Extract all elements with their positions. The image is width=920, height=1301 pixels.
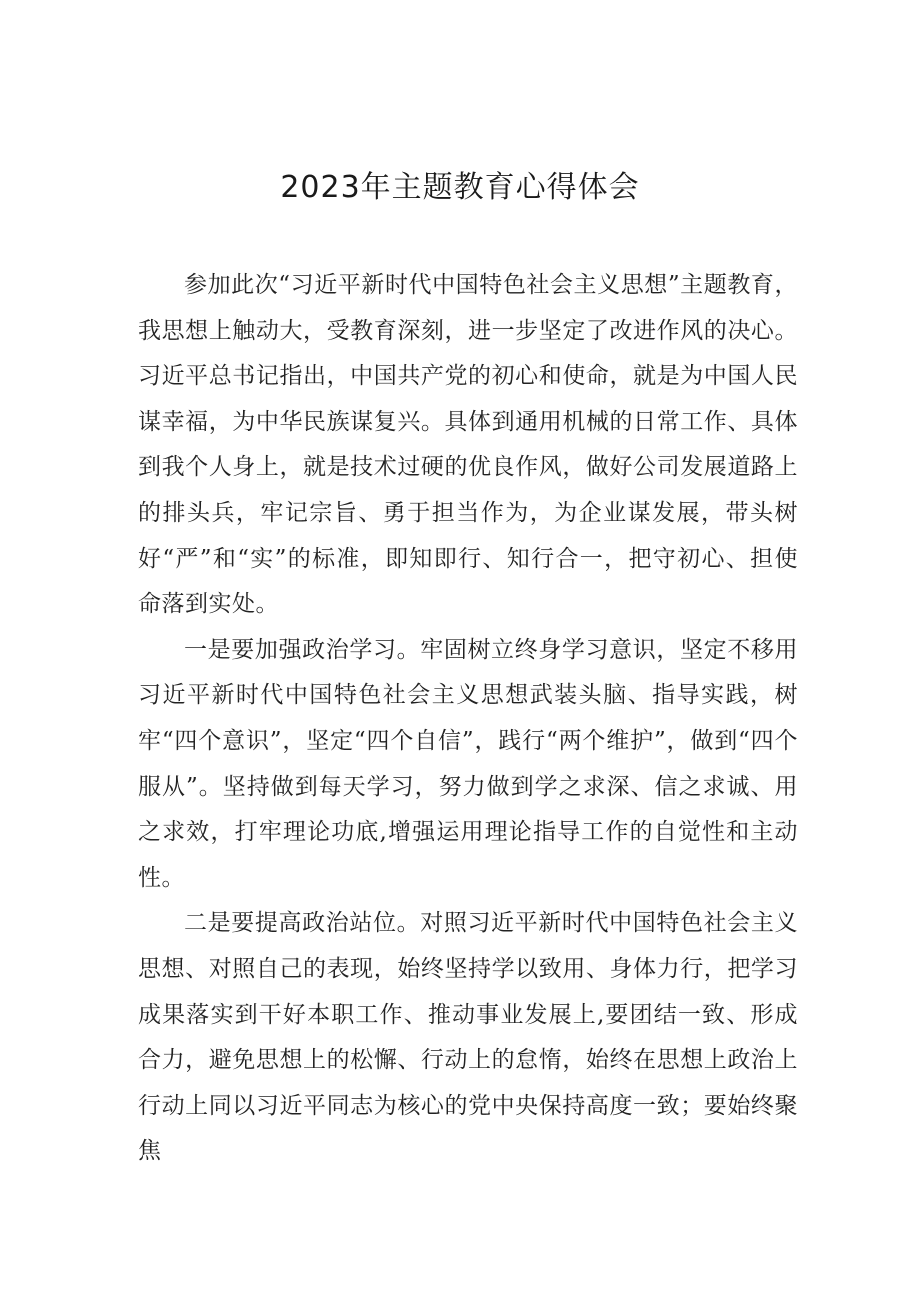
paragraph-political-stance: 二是要提高政治站位。对照习近平新时代中国特色社会主义思想、对照自己的表现，始终坚持学以致用、身体力行，把学习成果落实到干好本职工作、推动事业发展上,要团结一致、形成合力，避免思想上的松懈、行动上的怠惰，始终在思想上政治上行动上同以习近平同志为核心的党中央保持高度一致；要始终聚焦 [138,910,798,1165]
document-title: 2023年主题教育心得体会 [280,170,640,205]
document-body [138,263,798,1175]
paragraph-intro: 参加此次“习近平新时代中国特色社会主义思想”主题教育，我思想上触动大，受教育深刻，进一步坚定了改进作风的决心。习近平总书记指出，中国共产党的初心和使命，就是为中国人民谋幸福，为中华民族谋复兴。具体到通用机械的日常工作、具体到我个人身上，就是技术过硬的优良作风，做好公司发展道路上的排头兵，牢记宗旨、勇于担当作为，为企业谋发展，带头树好“严”和“实”的标准，即知即行、知行合一，把守初心、担使命落到实处。 [138,272,798,618]
paragraph-political-study: 一是要加强政治学习。牢固树立终身学习意识，坚定不移用习近平新时代中国特色社会主义思想武装头脑、指导实践，树牢“四个意识”，坚定“四个自信”，践行“两个维护”，做到“四个服从”。坚持做到每天学习，努力做到学之求深、信之求诚、用之求效，打牢理论功底,增强运用理论指导工作的自觉性和主动性。 [138,636,798,891]
